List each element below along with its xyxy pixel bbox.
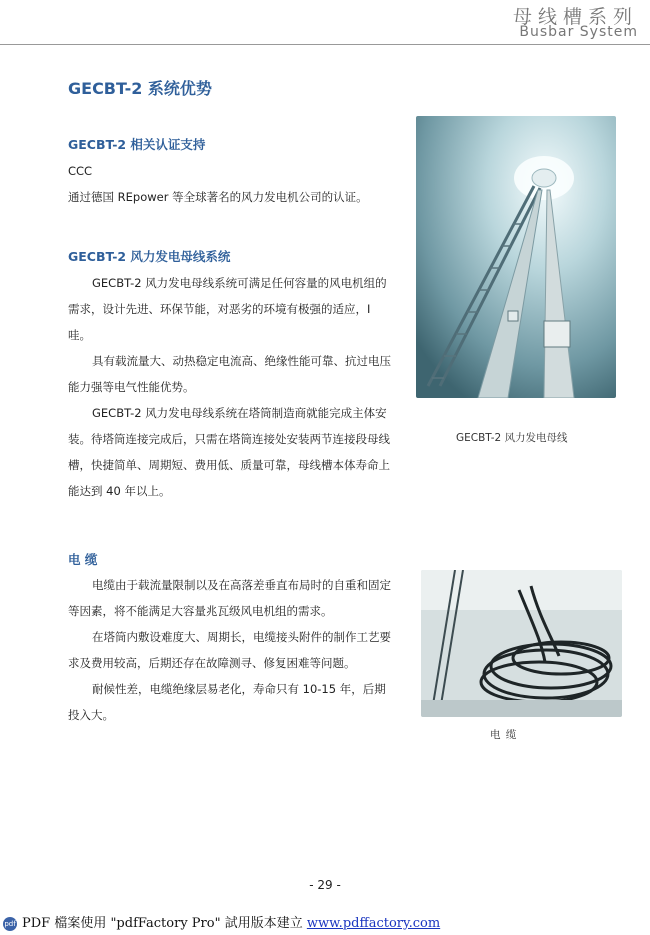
- busbar-paragraph: 具有载流量大、动热稳定电流高、绝缘性能可靠、抗过电压能力强等电气性能优势。: [68, 354, 391, 394]
- page-title: GECBT-2 系统优势: [68, 79, 212, 98]
- cable-image: [421, 570, 622, 717]
- header-title-cn: 母线槽系列: [512, 6, 638, 28]
- header-divider: [0, 44, 650, 45]
- busbar-heading: GECBT-2 风力发电母线系统: [68, 249, 231, 264]
- busbar-tower-image: [416, 116, 616, 398]
- page-number: - 29 -: [309, 878, 341, 892]
- cert-line-ccc: CCC: [68, 164, 93, 178]
- busbar-paragraph: GECBT-2 风力发电母线系统可满足任何容量的风电机组的需求，设计先进、环保节能，对恶劣的环境有极强的适应，I 哇。: [68, 276, 387, 342]
- busbar-body: [68, 270, 396, 504]
- busbar-tower-photo: [416, 116, 616, 398]
- pdffactory-link[interactable]: www.pdffactory.com: [306, 916, 441, 931]
- busbar-photo-caption: GECBT-2 风力发电母线: [456, 432, 568, 444]
- cable-body: [68, 572, 396, 728]
- footer-text: PDF 檔案使用 "pdfFactory Pro" 試用版本建立: [22, 916, 307, 931]
- cable-photo: [421, 570, 622, 717]
- cert-line-repower: 通过德国 REpower 等全球著名的风力发电机公司的认证。: [68, 190, 368, 204]
- pdffactory-footer: [0, 912, 650, 932]
- cable-photo-caption: 电 缆: [490, 729, 518, 741]
- cert-heading: GECBT-2 相关认证支持: [68, 137, 206, 152]
- cable-paragraph: 耐候性差，电缆绝缘层易老化，寿命只有 10-15 年，后期投入大。: [68, 682, 386, 722]
- cable-paragraph: 电缆由于载流量限制以及在高落差垂直布局时的自重和固定等因素，将不能满足大容量兆瓦级风电机组的需求。: [68, 578, 391, 618]
- pdf-logo-icon: pdf: [3, 917, 17, 931]
- cable-heading: 电 缆: [68, 552, 98, 567]
- header-title-en: Busbar System: [519, 24, 638, 40]
- busbar-paragraph: GECBT-2 风力发电母线系统在塔筒制造商就能完成主体安装。待塔筒连接完成后，只需在塔筒连接处安装两节连接段母线槽，快捷简单、周期短、费用低、质量可靠，母线槽本体寿命上能达到 40 年以上。: [68, 406, 390, 498]
- cable-paragraph: 在塔筒内敷设难度大、周期长，电缆接头附件的制作工艺要求及费用较高，后期还存在故障测寻、修复困难等问题。: [68, 630, 391, 670]
